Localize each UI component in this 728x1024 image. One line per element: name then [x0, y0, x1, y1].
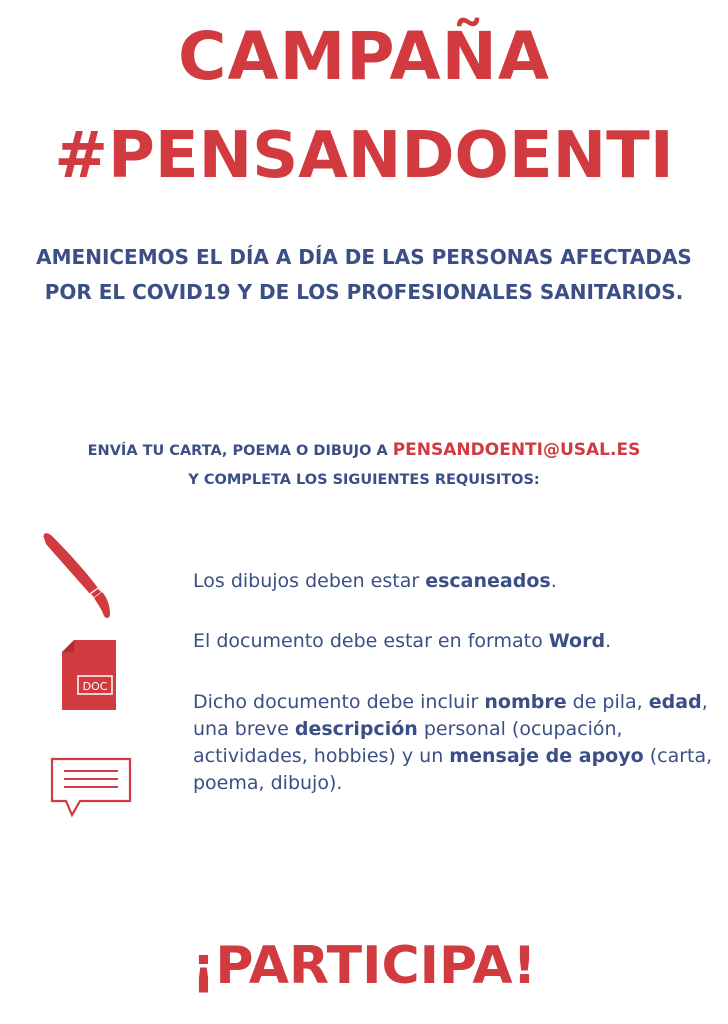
req-content-text-1: Dicho documento debe incluir	[193, 691, 485, 713]
participate-heading: ¡PARTICIPA!	[191, 936, 537, 996]
campaign-subtitle	[0, 240, 728, 310]
instructions-line-2: Y COMPLETA LOS SIGUIENTES REQUISITOS:	[188, 472, 540, 488]
campaign-hashtag: #PENSANDOENTI	[54, 119, 674, 193]
message-icon	[50, 757, 132, 819]
subtitle-line-1: AMENICEMOS EL DÍA A DÍA DE LAS PERSONAS AFECTADAS	[36, 245, 692, 269]
req-content-text-2: de pila,	[566, 691, 649, 713]
paintbrush-icon	[40, 530, 116, 622]
requirement-format	[193, 628, 713, 655]
req-content-bold-nombre: nombre	[484, 691, 567, 713]
req-format-end: .	[605, 630, 612, 652]
doc-icon-label: DOC	[82, 680, 108, 693]
req-content-bold-descripcion: descripción	[294, 718, 418, 740]
instructions-prefix: ENVÍA TU CARTA, POEMA O DIBUJO A	[87, 443, 393, 459]
req-format-text: El documento debe estar en formato	[193, 630, 549, 652]
doc-file-icon	[60, 640, 118, 710]
req-content-text-5: (carta, poema, dibujo).	[193, 745, 713, 794]
instructions-line-1	[0, 440, 728, 460]
requirement-content	[193, 689, 713, 797]
req-drawings-text: Los dibujos deben estar	[193, 570, 426, 592]
req-format-bold: Word	[548, 630, 606, 652]
req-content-bold-edad: edad	[648, 691, 702, 713]
req-content-bold-mensaje: mensaje de apoyo	[449, 745, 644, 767]
req-drawings-bold: escaneados	[425, 570, 551, 592]
req-drawings-end: .	[550, 570, 557, 592]
campaign-title: CAMPAÑA	[178, 18, 550, 95]
req-content-text-3: , una breve	[193, 691, 708, 740]
contact-email[interactable]: PENSANDOENTI@USAL.ES	[392, 440, 641, 460]
subtitle-line-2: POR EL COVID19 Y DE LOS PROFESIONALES SANITARIOS.	[44, 280, 684, 304]
requirement-drawings	[193, 568, 713, 595]
req-content-text-4: personal (ocupación, actividades, hobbies) y un	[193, 718, 623, 767]
